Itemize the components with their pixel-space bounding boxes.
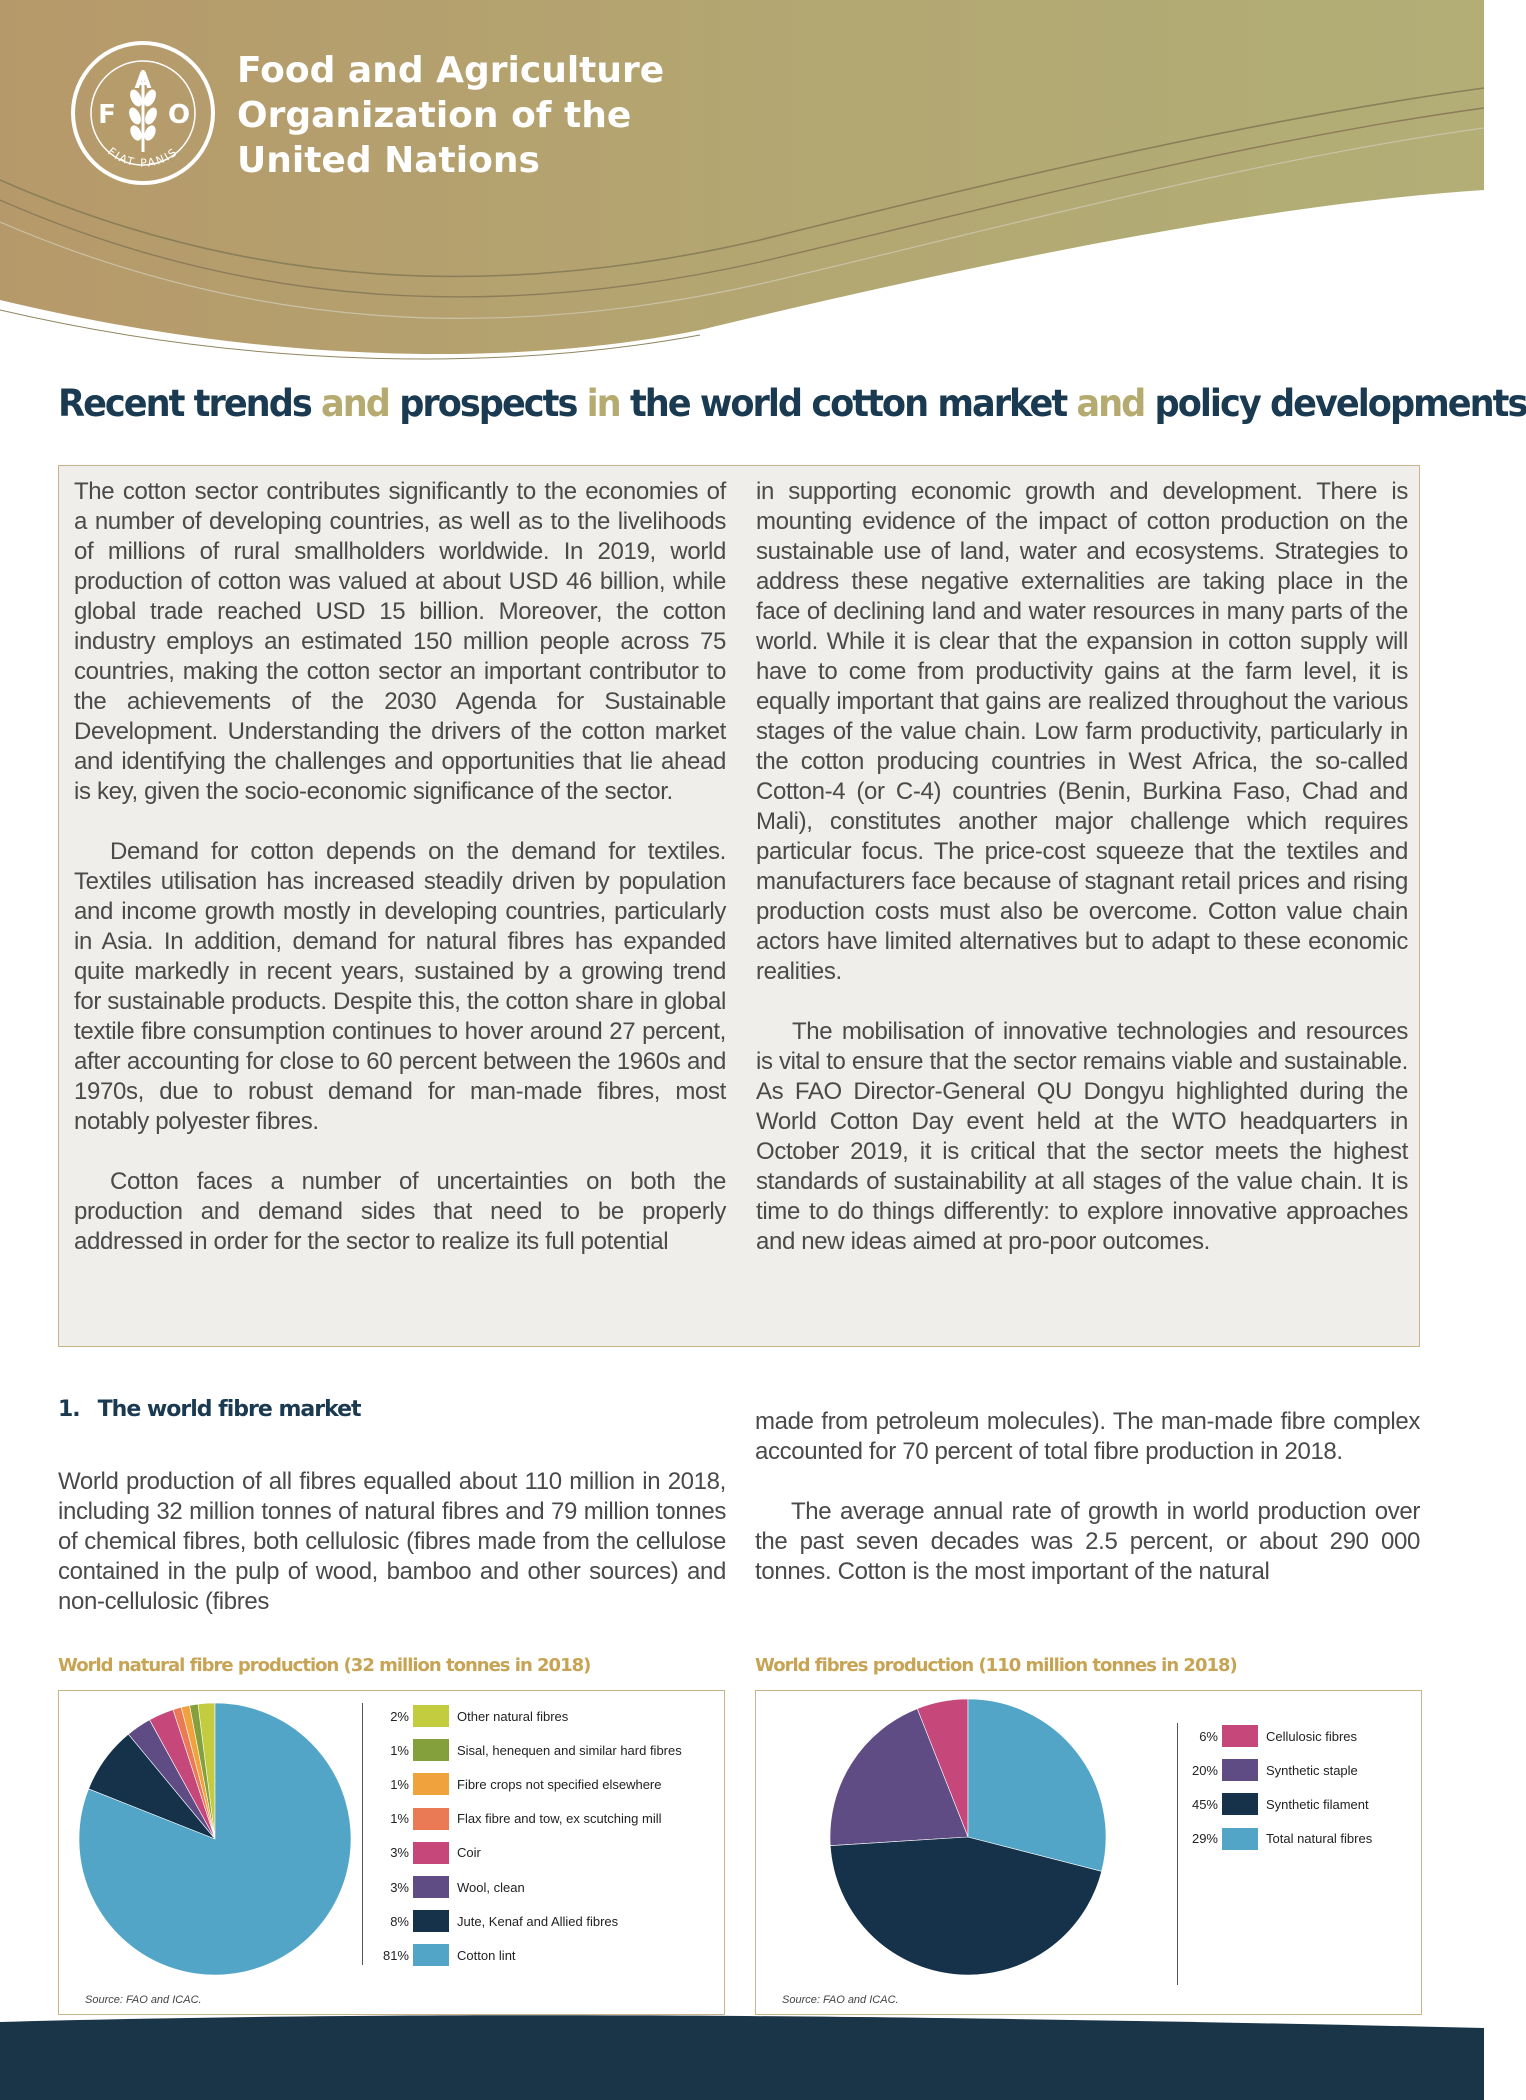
legend-label: Synthetic staple xyxy=(1266,1762,1358,1778)
legend-label: Synthetic filament xyxy=(1266,1796,1369,1812)
legend-item xyxy=(367,1773,662,1795)
section-left-column xyxy=(58,1467,726,1617)
intro-paragraph-4: in supporting economic growth and development. There is mounting evidence of the impact of cotton production on the sustainable use of land, water and ecosystems. Strategies to address these negative externalities are taking place in the face of declining land and water resources in many parts of the world. While it is clear that the expansion in cotton supply will have to come from productivity gains at the farm level, it is equally important that gains are realized throughout the various stages of the value chain. Low farm productivity, particularly in the cotton producing countries in West Africa, the so-called Cotton-4 (or C-4) countries (Benin, Burkina Faso, Chad and Mali), constitutes another major challenge which requires particular focus. The price-cost squeeze that the textiles and manufacturers face because of stagnant retail prices and rising production costs must also be overcome. Cotton value chain actors have limited alternatives but to adapt to these economic realities. xyxy=(756,478,1408,985)
legend-percent: 1% xyxy=(390,1811,409,1827)
section-paragraph-1: World production of all fibres equalled about 110 million in 2018, including 32 million tonnes of natural fibres and 79 million tonnes of chemical fibres, both cellulosic (fibres made from the cellulose contained in the pulp of wood, bamboo and other sources) and non-cellulosic (fibres xyxy=(58,1468,726,1615)
title-part: prospects xyxy=(388,382,587,425)
title-part-accent: in xyxy=(586,382,620,425)
legend-percent: 3% xyxy=(390,1845,409,1861)
legend-item xyxy=(1176,1793,1369,1815)
legend-percent: 2% xyxy=(390,1708,409,1724)
legend-item xyxy=(367,1705,568,1727)
footer-band xyxy=(0,2010,1484,2100)
legend-percent: 29% xyxy=(1191,1831,1218,1847)
logo-letter-f: F xyxy=(98,100,116,130)
title-part: policy developments xyxy=(1144,382,1526,425)
legend-swatch xyxy=(1222,1759,1258,1781)
section-heading xyxy=(58,1397,361,1422)
legend-swatch xyxy=(413,1808,449,1830)
legend-label: Total natural fibres xyxy=(1266,1831,1373,1847)
legend-swatch xyxy=(1222,1828,1258,1850)
legend-item xyxy=(367,1739,682,1761)
legend-percent: 20% xyxy=(1191,1762,1218,1778)
legend-swatch xyxy=(413,1876,449,1898)
intro-paragraph-5: The mobilisation of innovative technologies and resources is vital to ensure that the sector remains viable and sustainable. As FAO Director-General QU Dongyu highlighted during the World Cotton Day event held at the WTO headquarters in October 2019, it is critical that the sector meets the highest standards of sustainability at all stages of the value chain. It is time to do things differently: to explore innovative approaches and new ideas aimed at pro-poor outcomes. xyxy=(756,1018,1408,1255)
fao-emblem-icon xyxy=(70,40,216,186)
legend-percent: 45% xyxy=(1191,1796,1218,1812)
section-number: 1. xyxy=(58,1397,80,1422)
legend-label: Coir xyxy=(457,1845,481,1861)
legend-swatch xyxy=(413,1910,449,1932)
legend-percent: 6% xyxy=(1199,1728,1218,1744)
header-band xyxy=(0,0,1484,370)
legend-item xyxy=(367,1910,618,1932)
logo-letter-a: A xyxy=(134,69,152,94)
legend-swatch xyxy=(1222,1725,1258,1747)
legend-label: Fibre crops not specified elsewhere xyxy=(457,1776,662,1792)
legend-label: Cotton lint xyxy=(457,1947,516,1963)
legend-label: Sisal, henequen and similar hard fibres xyxy=(457,1742,682,1758)
section-title: The world fibre market xyxy=(97,1397,361,1422)
section-paragraph-2: made from petroleum molecules). The man-made fibre complex accounted for 70 percent of total fibre production in 2018. xyxy=(755,1408,1420,1465)
org-name-line-1: Food and Agriculture xyxy=(237,50,665,91)
section-right-column xyxy=(755,1407,1420,1587)
legend-swatch xyxy=(413,1944,449,1966)
title-part-accent: and xyxy=(321,382,389,425)
intro-paragraph-2: Demand for cotton depends on the demand for textiles. Textiles utilisation has increased steadily driven by population and income growth mostly in developing countries, particularly in Asia. In addition, demand for natural fibres has expanded quite markedly in recent years, sustained by a growing trend for sustainable products. Despite this, the cotton share in global textile fibre consumption continues to hover around 27 percent, after accounting for close to 60 percent between the 1960s and 1970s, due to robust demand for man-made fibres, most notably polyester fibres. xyxy=(74,838,726,1135)
title-part-accent: and xyxy=(1076,382,1145,425)
world-fibre-chart xyxy=(755,1690,1422,2015)
intro-left-column xyxy=(74,477,726,1257)
org-name-line-3: United Nations xyxy=(237,140,540,181)
legend-label: Jute, Kenaf and Allied fibres xyxy=(457,1913,619,1929)
title-part: Recent trends xyxy=(58,382,322,425)
legend-percent: 81% xyxy=(382,1947,409,1963)
legend-divider xyxy=(362,1703,363,1965)
legend-percent: 1% xyxy=(390,1776,409,1792)
legend-percent: 8% xyxy=(390,1913,409,1929)
section-paragraph-3: The average annual rate of growth in world production over the past seven decades was 2.5 percent, or about 290 000 tonnes. Cotton is the most important of the natural xyxy=(755,1498,1420,1585)
legend-item xyxy=(1176,1759,1358,1781)
natural-fibre-chart xyxy=(58,1690,725,2015)
intro-paragraph-3: Cotton faces a number of uncertainties on both the production and demand sides that need to be properly addressed in order for the sector to realize its full potential xyxy=(74,1168,726,1255)
legend-percent: 1% xyxy=(390,1742,409,1758)
intro-right-column xyxy=(756,477,1408,1257)
legend-swatch xyxy=(413,1842,449,1864)
legend-label: Other natural fibres xyxy=(457,1708,569,1724)
logo-letter-o: O xyxy=(167,100,191,130)
legend-swatch xyxy=(413,1773,449,1795)
legend-swatch xyxy=(413,1705,449,1727)
chart-1-title: World natural fibre production (32 million tonnes in 2018) xyxy=(58,1655,591,1676)
chart-2-source: Source: FAO and ICAC. xyxy=(782,1994,899,2006)
legend-item xyxy=(367,1808,661,1830)
intro-paragraph-1: The cotton sector contributes significantly to the economies of a number of developing countries, as well as to the livelihoods of millions of rural smallholders worldwide. In 2019, world production of cotton was valued at about USD 46 billion, while global trade reached USD 15 billion. Moreover, the cotton industry employs an estimated 150 million people across 75 countries, making the cotton sector an important contributor to the achievements of the 2030 Agenda for Sustainable Development. Understanding the drivers of the cotton market and identifying the challenges and opportunities that lie ahead is key, given the socio-economic significance of the sector. xyxy=(74,478,726,805)
legend-label: Wool, clean xyxy=(457,1879,525,1895)
document-title xyxy=(58,382,1526,425)
legend-item xyxy=(367,1842,481,1864)
legend-item xyxy=(1176,1725,1357,1747)
legend-swatch xyxy=(1222,1793,1258,1815)
legend-swatch xyxy=(413,1739,449,1761)
legend-percent: 3% xyxy=(390,1879,409,1895)
legend-item xyxy=(1176,1828,1372,1850)
legend-item xyxy=(367,1876,525,1898)
logo-motto: FIAT PANIS xyxy=(105,144,181,170)
legend-label: Flax fibre and tow, ex scutching mill xyxy=(457,1811,662,1827)
intro-box xyxy=(58,465,1420,1347)
title-part: the world cotton market xyxy=(619,382,1077,425)
chart-1-source: Source: FAO and ICAC. xyxy=(85,1994,202,2006)
organization-name xyxy=(237,48,664,183)
org-name-line-2: Organization of the xyxy=(237,95,632,136)
legend-label: Cellulosic fibres xyxy=(1266,1728,1358,1744)
legend-item xyxy=(367,1944,516,1966)
chart-2-title: World fibres production (110 million tonnes in 2018) xyxy=(755,1655,1237,1676)
